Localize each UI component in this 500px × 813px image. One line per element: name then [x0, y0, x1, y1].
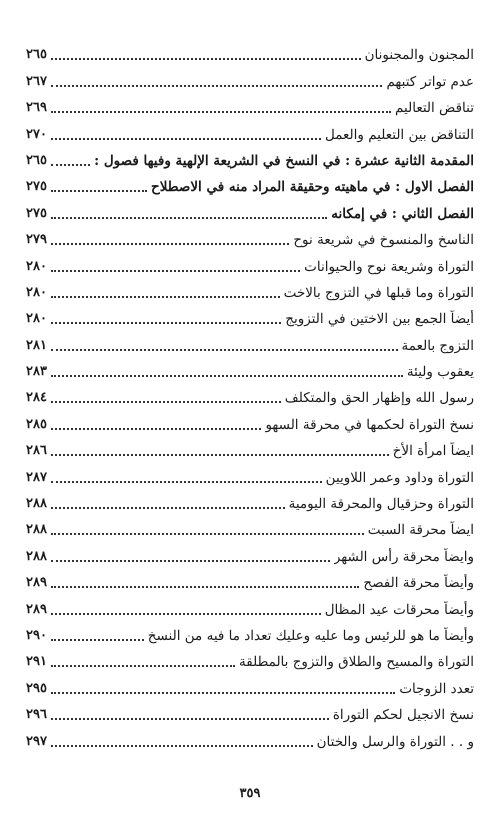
toc-entry-page: ٢٦٧ [26, 73, 47, 89]
dot-leader [51, 401, 281, 403]
toc-entry [26, 249, 474, 275]
toc-entry-page: ٢٨٦ [26, 443, 47, 459]
dot-leader [51, 586, 359, 588]
dot-leader [51, 375, 403, 377]
dot-leader [51, 692, 395, 694]
dot-leader [51, 243, 289, 245]
toc-entry-page: ٢٩٦ [26, 707, 47, 723]
toc-entry-page: ٢٦٥ [26, 152, 47, 168]
toc-entry-page: ٢٨٩ [26, 575, 47, 591]
toc-entry-page: ٢٨٠ [26, 311, 47, 327]
toc-entry [26, 513, 474, 539]
toc-entry [26, 724, 474, 750]
dot-leader [51, 613, 321, 615]
dot-leader [51, 533, 364, 535]
toc-entry-page: ٢٩٥ [26, 680, 47, 696]
toc-entry [26, 407, 474, 433]
toc-entry-page: ٢٨٩ [26, 601, 47, 617]
toc-entry-title: التوراة وما قبلها في التزوج بالاخت [283, 284, 474, 301]
toc-entry-page: ٢٦٩ [26, 100, 47, 116]
dot-leader [51, 217, 327, 219]
toc-entry [26, 196, 474, 222]
dot-leader [51, 164, 90, 166]
dot-leader [51, 270, 300, 272]
toc-entry-title: ايضاً امرأة الأخ [392, 443, 474, 460]
toc-entry-page: ٢٨٧ [26, 469, 47, 485]
toc-entry [26, 434, 474, 460]
dot-leader [51, 718, 329, 720]
toc-entry-page: ٢٩٠ [26, 627, 47, 643]
toc-entry-title: الفصل الاول : في ماهيته وحقيقة المراد منه في الاصطلاح [151, 179, 474, 196]
toc-entry-page: ٢٨٨ [26, 522, 47, 538]
toc-entry-page: ٢٧٥ [26, 205, 47, 221]
toc-entry-page: ٢٨٨ [26, 496, 47, 512]
toc-entry [26, 144, 474, 170]
dot-leader [51, 481, 322, 483]
toc-entry-page: ٢٨٥ [26, 416, 47, 432]
toc-entry-title: التوراة وحزقيال والمحرقة اليومية [288, 496, 474, 513]
toc-entry-title: الناسخ والمنسوخ في شريعة نوح [293, 232, 474, 249]
toc-entry-title: أيضاً الجمع بين الاختين في التزويج [285, 311, 474, 328]
toc-entry-title: نسخ التوراة لحكمها في محرقة السهو [265, 416, 474, 433]
toc-entry [26, 645, 474, 671]
toc-entry-title: عدم تواتر كتبهم [386, 73, 474, 90]
toc-entry-title: التوراة والمسيح والطلاق والتزوج بالمطلقة [239, 654, 474, 671]
toc-entry-page: ٢٦٥ [26, 47, 47, 63]
toc-entry-page: ٢٧٥ [26, 179, 47, 195]
toc-entry [26, 328, 474, 354]
toc-entry-title: تناقض التعاليم [395, 100, 474, 117]
dot-leader [51, 190, 147, 192]
toc-entry [26, 566, 474, 592]
toc-entry [26, 38, 474, 64]
toc-entry [26, 276, 474, 302]
toc-entry-page: ٢٨٠ [26, 258, 47, 274]
toc-entry-title: المجنون والمجنونان [364, 47, 474, 64]
toc-entry-title: تعدد الزوجات [399, 680, 474, 697]
toc-entry-title: نسخ الانجيل لحكم التوراة [332, 707, 474, 724]
table-of-contents [26, 38, 474, 751]
toc-entry [26, 223, 474, 249]
dot-leader [51, 745, 313, 747]
toc-entry-title: المقدمة الثانية عشرة : في النسخ في الشريعة الإلهية وفيها فصول : [94, 152, 474, 169]
dot-leader [51, 138, 321, 140]
toc-entry-page: ٢٨٤ [26, 390, 47, 406]
toc-entry-title: التناقض بين التعليم والعمل [324, 126, 474, 143]
toc-entry [26, 619, 474, 645]
toc-entry-title: التوراة وداود وعمر اللاويين [325, 469, 474, 486]
dot-leader [51, 507, 285, 509]
toc-entry [26, 170, 474, 196]
toc-entry [26, 592, 474, 618]
toc-entry-page: ٢٩٧ [26, 733, 47, 749]
toc-entry-page: ٢٧٠ [26, 126, 47, 142]
toc-entry-title: يعقوب وليئة [406, 364, 474, 381]
toc-entry-title: رسول الله وإظهار الحق والمتكلف [284, 390, 474, 407]
toc-entry-page: ٢٧٩ [26, 232, 47, 248]
toc-entry-page: ٢٨١ [26, 337, 47, 353]
dot-leader [51, 58, 361, 60]
toc-entry [26, 91, 474, 117]
toc-entry [26, 698, 474, 724]
toc-entry-title: وأيضاً ما هو للرئيس وما عليه وعليك تعداد ما فيه من النسخ [147, 627, 474, 644]
toc-entry-page: ٢٨٨ [26, 548, 47, 564]
dot-leader [51, 349, 398, 351]
toc-entry-title: و . . التوراة والرسل والختان [316, 733, 474, 750]
dot-leader [51, 454, 389, 456]
dot-leader [51, 560, 330, 562]
toc-entry [26, 671, 474, 697]
dot-leader [51, 296, 280, 298]
dot-leader [51, 322, 281, 324]
toc-entry [26, 302, 474, 328]
toc-entry-title: ايضاً محرقة السبت [367, 522, 474, 539]
dot-leader [51, 111, 391, 113]
toc-entry [26, 460, 474, 486]
toc-entry-page: ٢٩١ [26, 654, 47, 670]
toc-entry-title: وأيضاً محرقات عيد المظال [324, 601, 474, 618]
toc-entry-title: التزوج بالعمة [401, 337, 474, 354]
toc-entry-title: التوراة وشريعة نوح والحيوانات [304, 258, 474, 275]
toc-entry [26, 487, 474, 513]
dot-leader [51, 665, 235, 667]
toc-entry-page: ٢٨٠ [26, 284, 47, 300]
toc-entry-title: وايضاً محرقة رأس الشهر [333, 548, 474, 565]
toc-entry [26, 539, 474, 565]
toc-entry-title: وأيضاً محرقة الفصح [363, 575, 474, 592]
toc-entry [26, 355, 474, 381]
dot-leader [51, 428, 262, 430]
toc-entry-title: الفصل الثاني : في إمكانه [331, 205, 474, 222]
dot-leader [51, 639, 144, 641]
toc-entry-page: ٢٨٣ [26, 364, 47, 380]
dot-leader [51, 85, 382, 87]
toc-entry [26, 117, 474, 143]
toc-entry [26, 64, 474, 90]
page-number: ٣٥٩ [239, 786, 261, 801]
toc-entry [26, 381, 474, 407]
